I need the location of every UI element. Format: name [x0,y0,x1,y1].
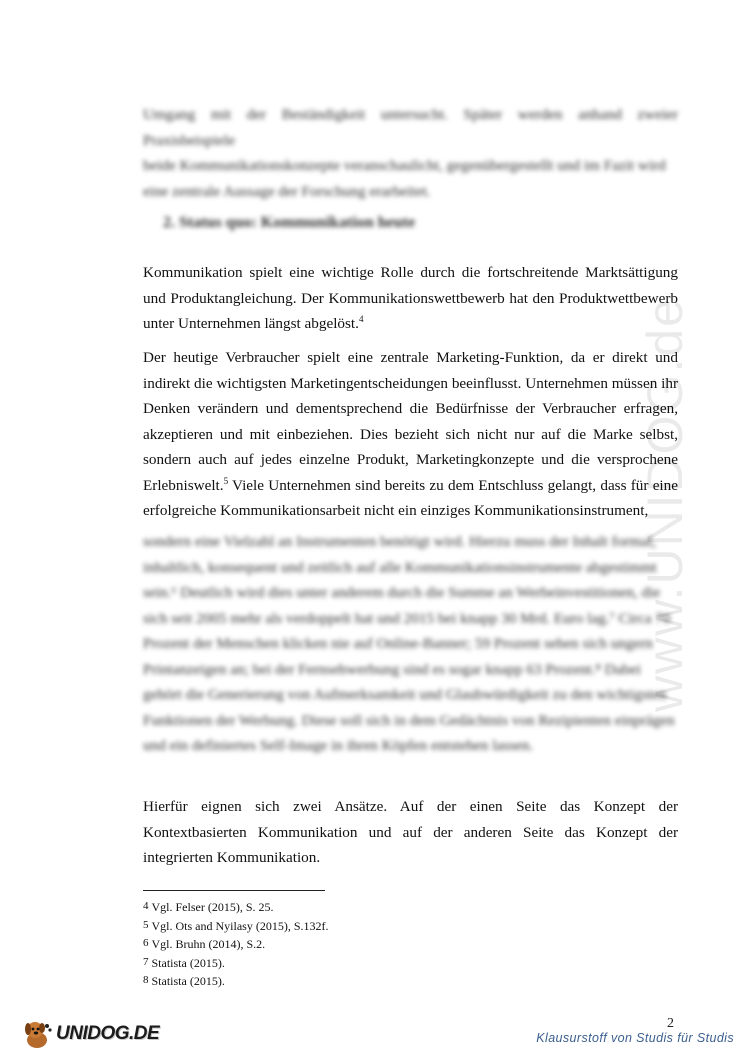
blurred-line: Umgang mit der Beständigkeit untersucht. Später werden anhand zweier Praxisbeispiele [143,106,678,149]
footnote-number: 5 [143,918,149,931]
footnote-number: 8 [143,974,149,986]
footnote [143,918,329,937]
footnote [143,899,329,918]
blurred-line: sich seit 2005 mehr als verdoppelt hat und 2015 bei knapp 30 Mrd. Euro lag.⁷ Circa 70 [143,609,671,627]
paragraph-2-text: Der heutige Verbraucher spielt eine zentrale Marketing-Funktion, da er direkt und indirekt die wichtigsten Marketingentscheidungen beeinflusst. Unternehmen müssen ihr Denken verändern und dementsprechend die Bedürfnisse der Verbraucher erfragen, akzeptieren und mit einbeziehen. Dies bezieht sich nicht nur auf die Marke selbst, sondern auch auf jedes einzelne Produkt, Marketingkonzepte und die versprochene Erlebniswelt. [143,349,678,494]
footnote-text: Statista (2015). [151,974,225,988]
footnote-text: Vgl. Felser (2015), S. 25. [151,900,274,914]
paragraph-2 [143,345,678,524]
blurred-line: eine zentrale Aussage der Forschung erarbeitet. [143,182,431,200]
paragraph-1-text: Kommunikation spielt eine wichtige Rolle durch die fortschreitende Marktsättigung und Produktangleichung. Der Kommunikationswettbewerb hat den Produktwettbewerb unter Unternehmen längst abgelöst. [143,264,678,332]
blurred-intro [143,102,678,204]
dog-icon [20,1018,54,1050]
footnote [143,973,329,992]
blurred-line: und ein definiertes Self-Image in ihren Köpfen entstehen lassen. [143,737,534,754]
blurred-line: sondern eine Vielzahl an Instrumenten benötigt wird. Hierzu muss der Inhalt formal, [143,533,656,550]
footnote-number: 7 [143,955,149,968]
footnote-text: Vgl. Ots and Nyilasy (2015), S.132f. [151,918,329,933]
blurred-line: beide Kommunikationskonzepte veranschaulicht, gegenübergestellt und im Fazit wird [143,157,666,174]
footnote-text: Vgl. Bruhn (2014), S.2. [151,937,266,951]
blurred-line: inhaltlich, konsequent und zeitlich auf alle Kommunikationsinstrumente abgestimmt [143,558,657,576]
footnote-text: Statista (2015). [151,955,225,970]
paragraph-2-text-cont: Viele Unternehmen sind bereits zu dem Entschluss gelangt, dass für eine erfolgreiche Kommunikationsarbeit nicht ein einziges Kommunikationsinstrument, [143,476,678,519]
blurred-line: Prozent der Menschen klicken nie auf Online-Banner; 59 Prozent sehen sich ungern [143,635,653,652]
paragraph-1 [143,260,678,337]
brand-logo [20,1018,159,1050]
blurred-line: Funktionen der Werbung. Diese soll sich in dem Gedächtnis von Rezipienten einprägen [143,711,675,729]
footnote [143,936,329,955]
footnote [143,955,329,974]
blurred-line: sein.⁶ Deutlich wird dies unter anderem durch die Summe an Werbeinvestitionen, die [143,584,661,601]
footnotes [143,899,329,992]
watermark: www.UNIDOG.de [637,297,693,712]
blurred-line: Printanzeigen an; bei der Fernsehwerbung sind es sogar knapp 63 Prozent.⁸ Dabei [143,660,641,678]
page-number: 2 [667,1016,674,1031]
footnote-number: 6 [143,937,149,949]
section-heading: 2. Status quo: Kommunikation heute [163,214,416,231]
blurred-body [143,529,678,759]
footnote-number: 4 [143,900,149,912]
tagline: Klausurstoff von Studis für Studis [536,1031,734,1045]
blurred-line: gehört die Generierung von Aufmerksamkeit und Glaubwürdigkeit zu den wichtigsten [143,686,667,703]
footnote-divider [143,890,325,891]
paragraph-3: Hierfür eignen sich zwei Ansätze. Auf der einen Seite das Konzept der Kontextbasierten Kommunikation und auf der anderen Seite das Konzept der integrierten Kommunikation. [143,798,678,866]
footnote-ref: 4 [358,313,364,324]
logo-text: UNIDOG.DE [56,1023,160,1044]
footnote-ref: 5 [223,475,229,486]
